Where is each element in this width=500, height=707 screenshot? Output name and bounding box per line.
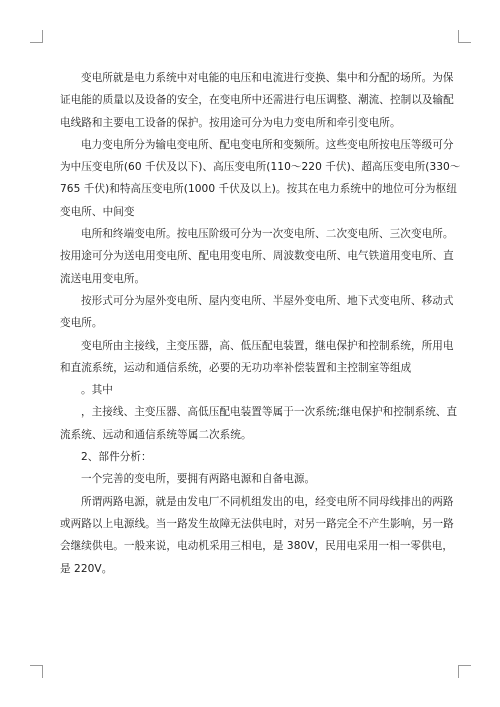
text-line: 电所和终端变电所。按电压阶级可分为一次变电所、二次变电所、三次变电所。 bbox=[81, 228, 454, 241]
crop-mark-bottom-left bbox=[30, 665, 43, 678]
text-line: 变电所、中间变 bbox=[60, 205, 135, 218]
text-line: 和直流系统，运动和通信系统，必要的无功功率补偿装置和主控制室等组成 bbox=[60, 361, 412, 374]
text-line: 一个完善的变电所，要拥有两路电源和自备电源。 bbox=[81, 473, 316, 486]
crop-mark-bottom-right bbox=[458, 665, 471, 678]
crop-mark-top-left bbox=[30, 30, 43, 43]
text-line: ，主接线、主变压器、高低压配电装置等属于一次系统;继电保护和控制系统、直 bbox=[81, 406, 458, 419]
text-line: 证电能的质量以及设备的安全，在变电所中还需进行电压调整、潮流、控制以及输配 bbox=[60, 94, 454, 107]
text-line: 流系统、远动和通信系统等属二次系统。 bbox=[60, 428, 252, 441]
text-line: 。其中 bbox=[81, 384, 113, 397]
text-line: 变电所。 bbox=[60, 317, 103, 330]
crop-mark-top-right bbox=[458, 30, 471, 43]
text-line: 按用途可分为送电用变电所、配电用变电所、周波数变电所、电气铁道用变电所、直 bbox=[60, 250, 454, 263]
text-line: 或两路以上电源线。当一路发生故障无法供电时，对另一路完全不产生影响，另一路 bbox=[60, 517, 454, 530]
text-line: 765 千伏)和特高压变电所(1000 千伏及以上)。按其在电力系统中的地位可分为枢纽 bbox=[60, 183, 457, 196]
text-line: 会继续供电。一般来说，电动机采用三相电，是 380V，民用电采用一相一零供电， bbox=[60, 540, 453, 553]
document-body bbox=[60, 67, 461, 580]
text-line: 按形式可分为屋外变电所、屋内变电所、半屋外变电所、地下式变电所、移动式 bbox=[81, 294, 454, 307]
text-line: 变电所就是电力系统中对电能的电压和电流进行变换、集中和分配的场所。为保 bbox=[81, 72, 454, 84]
text-line: 为中压变电所(60 千伏及以下)、高压变电所(110～220 千伏)、超高压变电所(330～ bbox=[60, 161, 461, 174]
text-line: 电线路和主要电工设备的保护。按用途可分为电力变电所和牵引变电所。 bbox=[60, 116, 401, 129]
text-line: 变电所由主接线，主变压器，高、低压配电装置，继电保护和控制系统，所用电 bbox=[81, 339, 454, 352]
section-heading: 2、部件分析： bbox=[81, 451, 152, 464]
text-line: 是 220V。 bbox=[60, 562, 113, 575]
text-line: 所谓两路电源，就是由发电厂不同机组发出的电，经变电所不同母线排出的两路 bbox=[81, 495, 454, 508]
text-line: 流送电用变电所。 bbox=[60, 272, 146, 285]
text-line: 电力变电所分为输电变电所、配电变电所和变频所。这些变电所按电压等级可分 bbox=[81, 138, 454, 151]
